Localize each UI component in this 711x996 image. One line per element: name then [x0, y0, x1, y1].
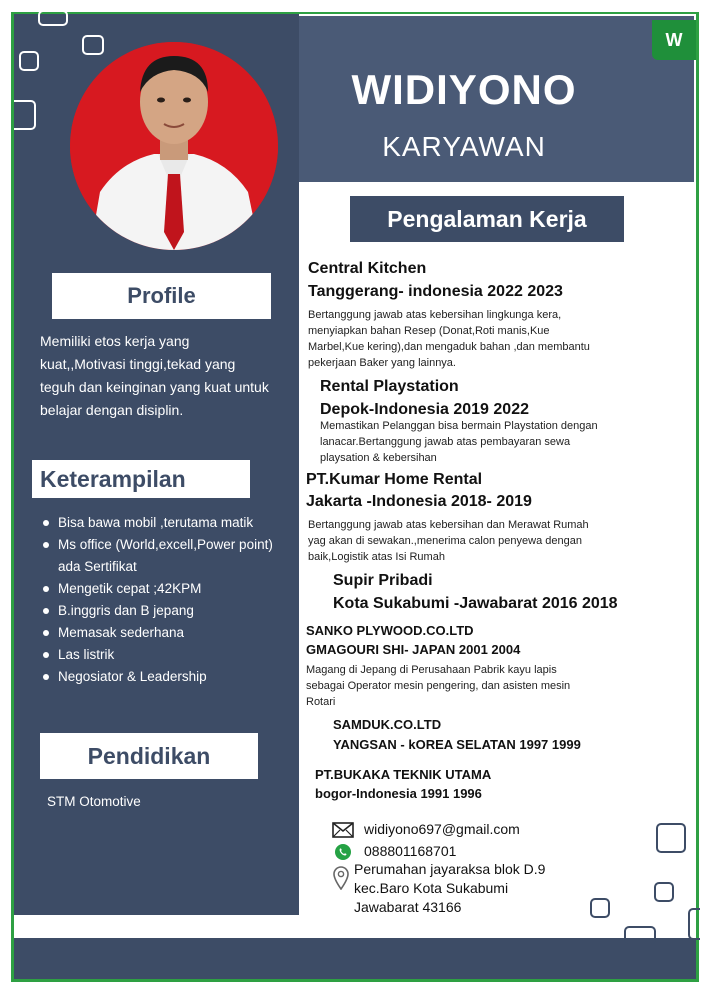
contact-address-line2: kec.Baro Kota Sukabumi [354, 880, 509, 896]
whatsapp-icon [334, 843, 352, 861]
list-item: Mengetik cepat ;42KPM [40, 578, 280, 600]
job-place: Depok-Indonesia 2019 2022 [320, 401, 529, 418]
job-description: Bertanggung jawab atas kebersihan dan Merawat Rumah yag akan di sewakan.,menerima calon penyewa dengan baik,Logistik atas Isi Rumah [308, 519, 589, 563]
corner-badge[interactable]: W [652, 20, 696, 60]
job-company: PT.Kumar Home Rental [306, 471, 483, 488]
job-place: Tanggerang- indonesia 2022 2023 [308, 283, 563, 300]
profile-heading-label: Profile [127, 283, 196, 308]
skills-list [40, 512, 280, 688]
person-role: KARYAWAN [382, 131, 546, 162]
profile-text: Memiliki etos kerja yang kuat,,Motivasi tinggi,tekad yang teguh dan keinginan yang kuat untuk belajar dengan disiplin. [40, 333, 269, 418]
contact-email[interactable]: widiyono697@gmail.com [364, 821, 520, 837]
list-item: Ms office (World,excell,Power point) ada Sertifikat [40, 534, 280, 578]
decorative-square [624, 926, 656, 944]
list-item: Bisa bawa mobil ,terutama matik [40, 512, 280, 534]
job-company: SAMDUK.CO.LTD [333, 717, 442, 732]
decorative-square [654, 882, 674, 902]
decorative-square [19, 51, 39, 71]
list-item: Negosiator & Leadership [40, 666, 280, 688]
location-pin-icon [333, 866, 349, 890]
skills-heading-label: Keterampilan [40, 465, 186, 492]
decorative-square [656, 823, 686, 853]
job-place: Kota Sukabumi -Jawabarat 2016 2018 [333, 595, 618, 612]
person-name: WIDIYONO [351, 66, 577, 113]
job-company: Rental Playstation [320, 378, 459, 395]
education-heading [40, 733, 258, 779]
list-item: Las listrik [40, 644, 280, 666]
experience-heading-label: Pengalaman Kerja [387, 205, 587, 232]
list-item: B.inggris dan B jepang [40, 600, 280, 622]
envelope-icon [332, 822, 354, 838]
decorative-square [14, 100, 36, 130]
job-company: Central Kitchen [308, 260, 427, 277]
job-company: SANKO PLYWOOD.CO.LTD [306, 623, 474, 638]
job-company: PT.BUKAKA TEKNIK UTAMA [315, 767, 492, 782]
education-heading-label: Pendidikan [87, 742, 211, 769]
job-company: Supir Pribadi [333, 572, 433, 589]
decorative-square [82, 35, 104, 55]
decorative-square [590, 898, 610, 918]
contact-phone[interactable]: 088801168701 [364, 843, 457, 859]
job-description: Memastikan Pelanggan bisa bermain Playstation dengan lanacar.Bertanggung jawab atas pembayaran sewa playsation & kebersihan [320, 420, 598, 464]
skills-heading [32, 460, 250, 498]
job-description: Bertanggung jawab atas kebersihan lingkunga kera, menyiapkan bahan Resep (Donat,Roti manis,Kue Marbel,Kue kering),dan mengaduk bahan ,dan membantu pekerjaan Baker yang lainnya. [308, 309, 590, 369]
person-portrait-icon [70, 42, 278, 250]
decorative-square [38, 10, 68, 26]
experience-heading [350, 196, 624, 242]
job-place: YANGSAN - kOREA SELATAN 1997 1999 [333, 737, 581, 752]
decorative-square [688, 908, 700, 940]
job-place: Jakarta -Indonesia 2018- 2019 [306, 493, 532, 510]
job-place: bogor-Indonesia 1991 1996 [315, 786, 482, 801]
job-place: GMAGOURI SHI- JAPAN 2001 2004 [306, 642, 521, 657]
contact-address-line1: Perumahan jayaraksa blok D.9 [354, 861, 546, 877]
education-text: STM Otomotive [47, 794, 141, 809]
profile-heading [52, 273, 271, 319]
list-item: Memasak sederhana [40, 622, 280, 644]
job-description: Magang di Jepang di Perusahaan Pabrik kayu lapis sebagai Operator mesin pengering, dan asisten mesin Rotari [306, 664, 571, 708]
contact-address-line3: Jawabarat 43166 [354, 899, 462, 915]
profile-photo [70, 42, 278, 250]
